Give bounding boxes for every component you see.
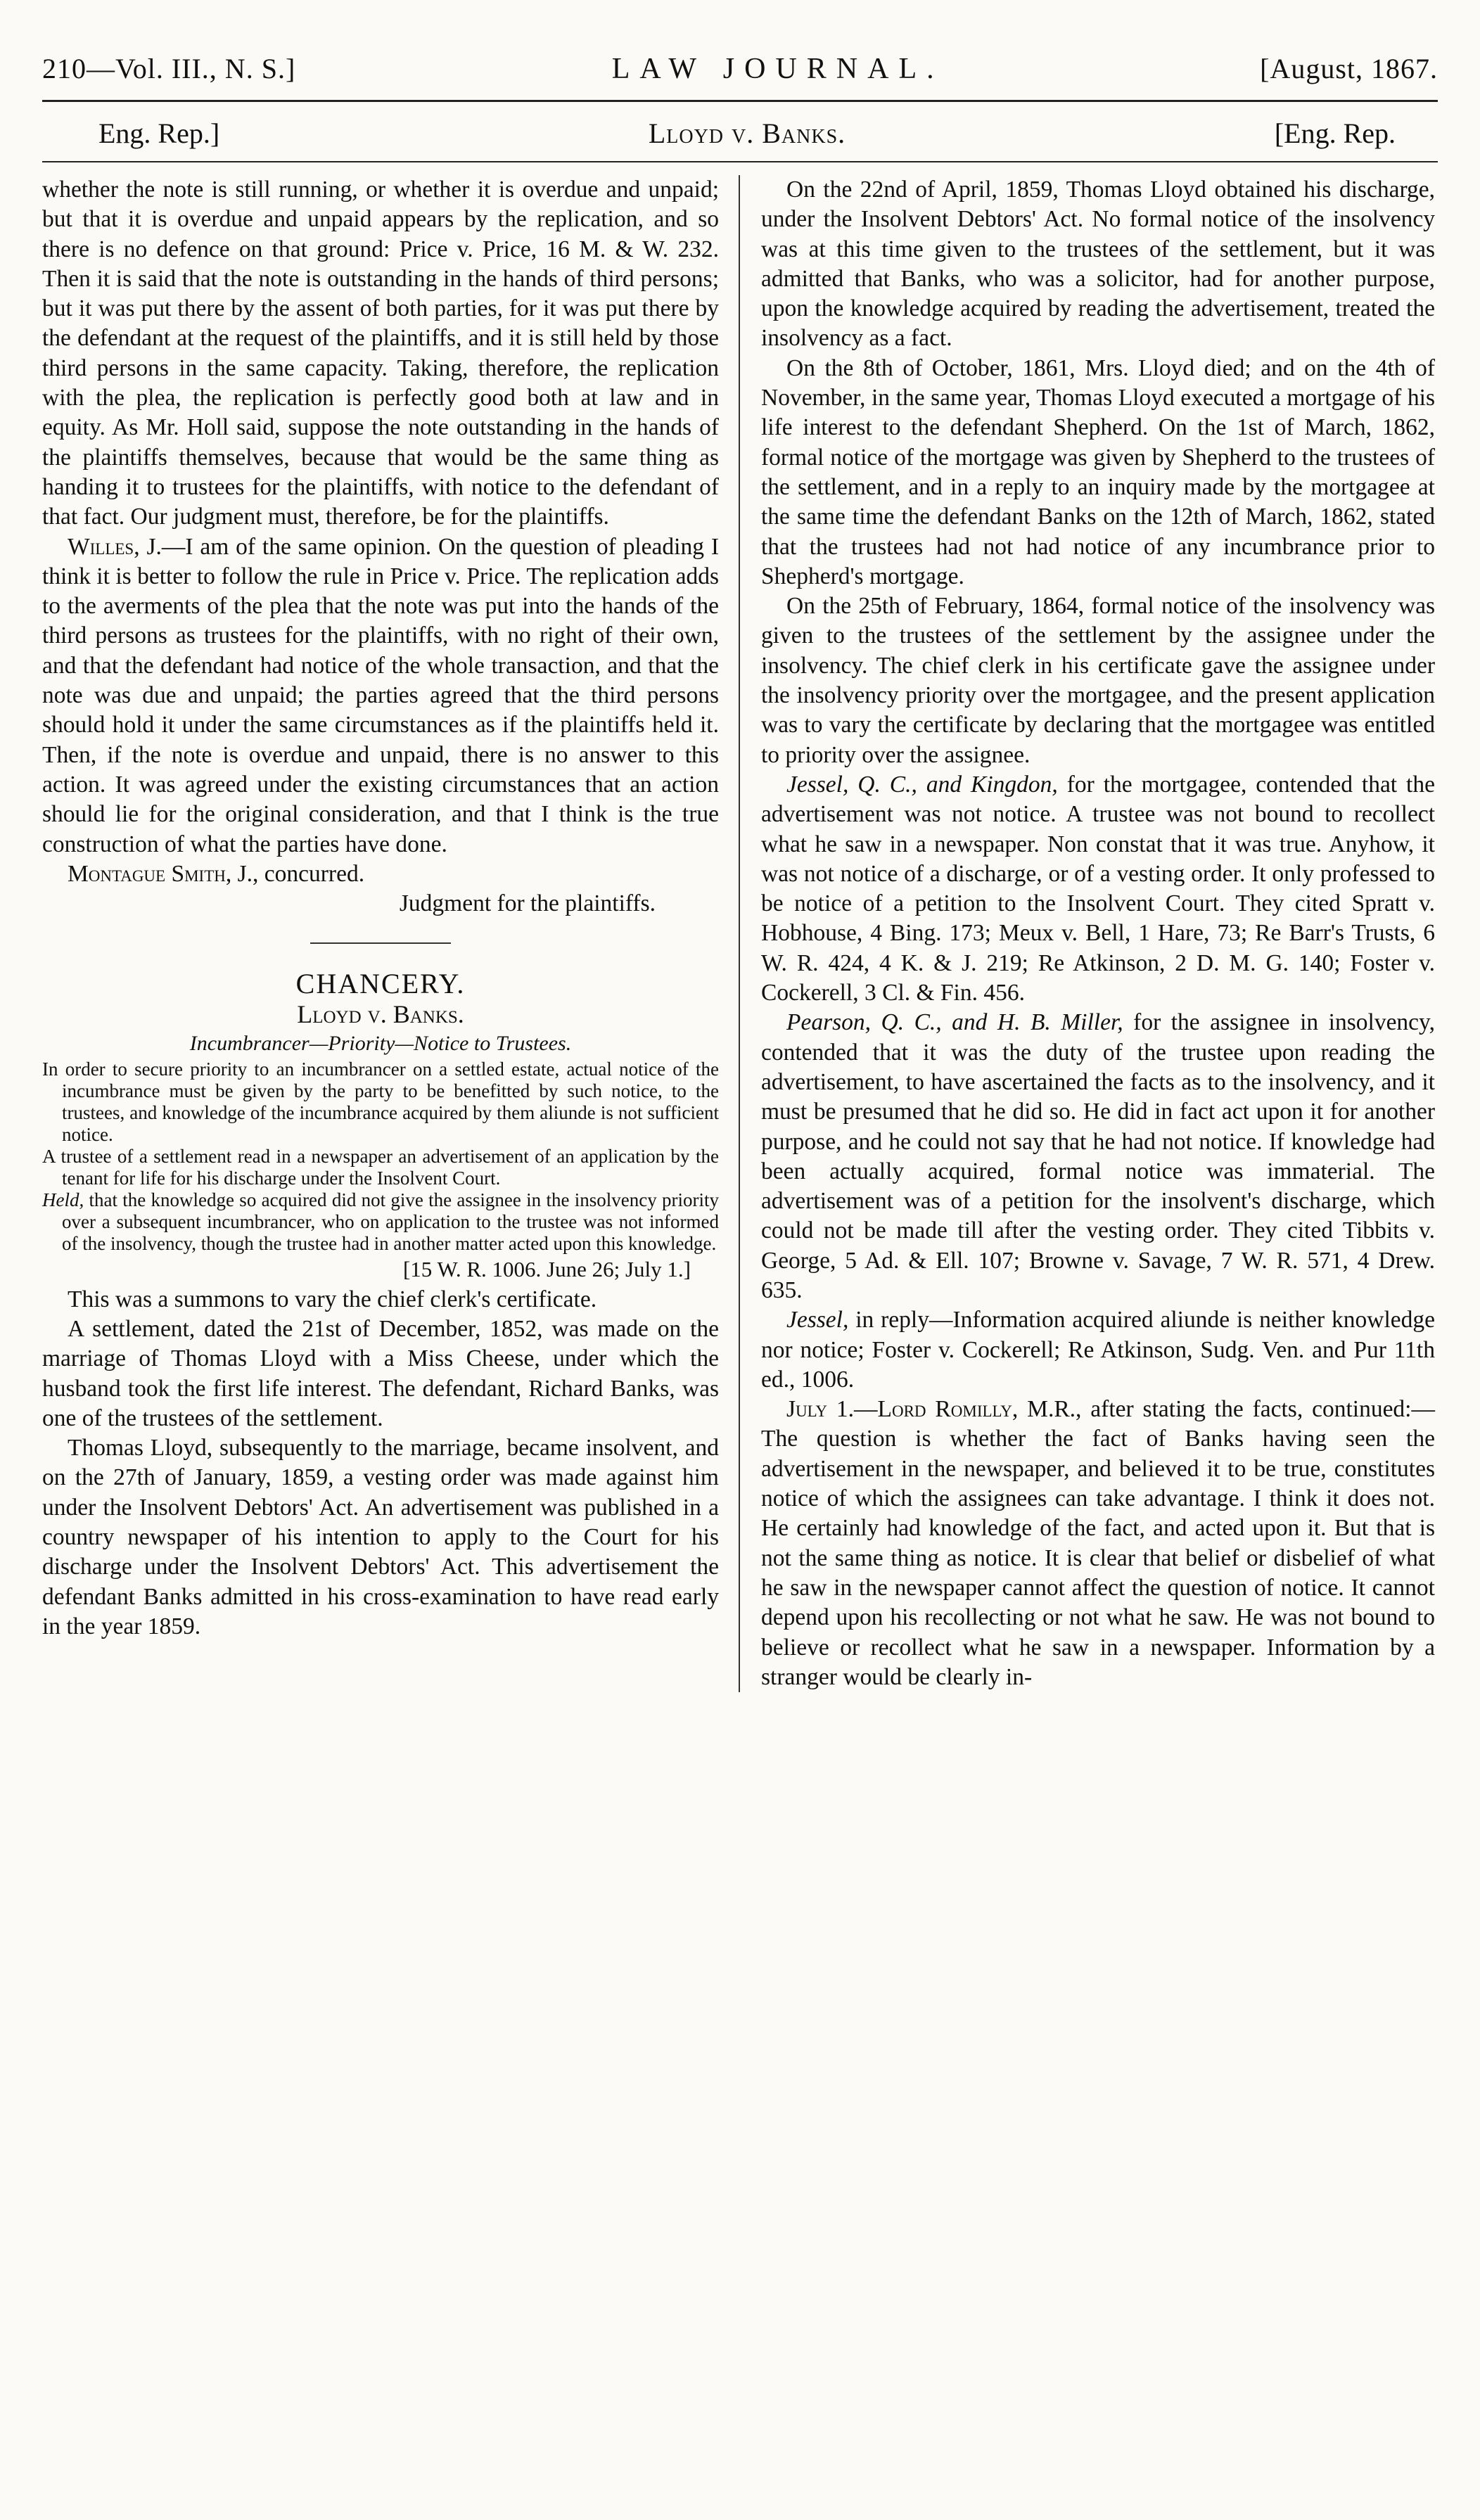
subheader-left: Eng. Rep.] — [98, 117, 220, 149]
case-title: Lloyd v. Banks. — [297, 999, 464, 1028]
header-volume: 210—Vol. III., N. S.] — [42, 53, 296, 84]
paragraph-text: for the assignee in insolvency, contended that it was the duty of the trustee upon reading the advertisement, to have ascertained the facts as to the insolvency, and it must be presumed that he did so. He did in fact act upon it for another purpose, and he could not say that he had not notice. If knowledge had been actually acquired, formal notice was immaterial. The advertisement was of a petition for the insolvent's discharge, which could not be made till after the vesting order. They cited Tibbits v. George, 5 Ad. & Ell. 107; Browne v. Savage, 7 W. R. 571, 4 Drew. 635. — [761, 1009, 1436, 1303]
paragraph-text: for the mortgagee, contended that the advertisement was not notice. A trustee was not bound to recollect what he saw in a newspaper. Non constat that it was true. Anyhow, it was not notice of a discharge, or of a vesting order. It only professed to be notice of a petition to the Insolvent Court. They cited Spratt v. Hobhouse, 4 Bing. 173; Meux v. Bell, 1 Hare, 73; Re Barr's Trusts, 6 W. R. 424, 4 K. & J. 219; Re Atkinson, 2 D. M. G. 140; Foster v. Cockerell, 3 Cl. & Fin. 456. — [761, 771, 1435, 1006]
paragraph — [761, 1395, 1435, 1692]
paragraph: This was a summons to vary the chief clerk's certificate. — [68, 1286, 597, 1312]
right-column — [739, 175, 1435, 1692]
paragraph: Thomas Lloyd, subsequently to the marriage, became insolvent, and on the 27th of January, 1859, a vesting order was made against him under the Insolvent Debtors' Act. An advertisement was published in a country newspaper of his intention to apply to the Court for his discharge under the Insolvent Debtors' Act. This advertisement the defendant Banks admitted in his cross-examination to have read early in the year 1859. — [42, 1435, 719, 1639]
headnote-text: that the knowledge so acquired did not give the assignee in the insolvency priority over a subsequent incumbrancer, who on application to the trustee was not informed of the insolvency, though the trustee had in another matter acted upon this knowledge. — [62, 1189, 719, 1255]
section-divider — [310, 942, 451, 944]
paragraph-text: —I am of the same opinion. On the question of pleading I think it is better to follow the rule in Price v. Price. The replication adds to the averments of the plea that the note was put into the hands of the third persons as trustees for the plaintiffs, with no right of their own, and that the defendant had notice of the whole transaction, and that the note was due and unpaid; the parties agreed that the third persons should hold it under the same circumstances as if the plaintiffs held it. Then, if the note is overdue and unpaid, there is no answer to this action. It was agreed under the existing circumstances that an action should lie for the original consideration, and that I think is the true construction of what the parties have done. — [42, 533, 719, 857]
paragraph-text: in reply—Information acquired aliunde is neither knowledge nor notice; Foster v. Cockerell; Re Atkinson, Sudg. Ven. and Pur 11th ed., 1006. — [761, 1307, 1435, 1393]
headnote: In order to secure priority to an incumbrancer on a settled estate, actual notice of the incumbrance must be given by the party to be benefitted by such notice, to the trustees, and knowledge of the incumbrance acquired by them aliunde is not sufficient notice. — [42, 1058, 719, 1146]
counsel-names: Jessel, Q. C., and Kingdon, — [786, 771, 1058, 798]
headnote: A trustee of a settlement read in a newspaper an advertisement of an application by the tenant for life for his discharge under the Insolvent Court. — [42, 1146, 719, 1189]
paragraph: On the 8th of October, 1861, Mrs. Lloyd died; and on the 4th of November, in the same year, Thomas Lloyd executed a mortgage of his life interest to the defendant Shepherd. On the 1st of March, 1862, formal notice of the mortgage was given by Shepherd to the trustees of the settlement, and in a reply to an inquiry made by the mortgagee at the same time the defendant Banks on the 12th of March, 1862, stated that the trustees had not had notice of any incumbrance prior to Shepherd's mortgage. — [761, 354, 1435, 589]
counsel-names: Pearson, Q. C., and H. B. Miller, — [786, 1009, 1123, 1036]
subheader-case-name: Lloyd v. Banks. — [648, 117, 846, 149]
paragraph — [761, 770, 1435, 1008]
subheader-right: [Eng. Rep. — [1274, 117, 1396, 149]
catchline: Incumbrancer—Priority—Notice to Trustees. — [189, 1032, 572, 1056]
header-date: [August, 1867. — [1260, 53, 1438, 84]
header-journal-title: LAW JOURNAL. — [611, 53, 944, 85]
paragraph — [761, 1008, 1435, 1305]
subheader-rule — [42, 161, 1438, 162]
section-title: CHANCERY. — [295, 968, 466, 1000]
headnote — [42, 1189, 719, 1255]
paragraph-text: , after stating the facts, continued:—The question is whether the fact of Banks having seen the advertisement in the newspaper, and believed it to be true, constitutes notice of which the assignees can take advantage. I think it does not. He certainly had knowledge of the fact, and acted upon it. But that is not the same thing as notice. It is clear that belief or disbelief of what he saw in the newspaper cannot affect the question of notice. It cannot depend upon his recollecting or not what he saw. He was not bound to believe or recollect what he saw in a newspaper. Information by a stranger would be clearly in- — [761, 1396, 1435, 1690]
paragraph: On the 25th of February, 1864, formal notice of the insolvency was given to the trustees of the settlement by the assignee under the insolvency. The chief clerk in his certificate gave the assignee under the insolvency priority over the mortgagee, and the present application was to vary the certificate by declaring that the mortgagee was entitled to priority over the assignee. — [761, 593, 1435, 768]
paragraph: A settlement, dated the 21st of December, 1852, was made on the marriage of Thomas Lloyd with a Miss Cheese, under which the husband took the first life interest. The defendant, Richard Banks, was one of the trustees of the settlement. — [42, 1315, 719, 1431]
paragraph — [42, 532, 719, 859]
paragraph: whether the note is still running, or whether it is overdue and unpaid; but that it is overdue and unpaid appears by the replication, and so there is no defence on that ground: Price v. Price, 16 M. & W. 232. Then it is said that the note is outstanding in the hands of third persons; but it was put there by the assent of both parties, for it was put there by the defendant at the request of the plaintiffs, and it is still held by those third persons in the same capacity. Taking, therefore, the replication with the plea, the replication is perfectly good both at law and in equity. As Mr. Holl said, suppose the note outstanding in the hands of the plaintiffs themselves, because that would be the same thing as handing it to trustees for the plaintiffs, with notice to the defendant of that fact. Our judgment must, therefore, be for the plaintiffs. — [42, 177, 719, 530]
headnote-lead: Held, — [42, 1189, 84, 1211]
case-citation: [15 W. R. 1006. June 26; July 1.] — [402, 1257, 691, 1282]
counsel-names: Jessel, — [786, 1307, 849, 1333]
judgment-line: Judgment for the plaintiffs. — [399, 890, 656, 917]
text-columns — [42, 175, 1438, 1692]
paragraph — [42, 859, 719, 889]
judge-name: Montague Smith, J. — [68, 860, 253, 887]
paragraph — [761, 1305, 1435, 1395]
judgment-lead: July 1.—Lord Romilly, M.R. — [786, 1396, 1076, 1423]
paragraph-text: , concurred. — [253, 860, 365, 887]
judge-name: Willes, J. — [68, 533, 162, 560]
running-header — [42, 49, 1438, 89]
paragraph: On the 22nd of April, 1859, Thomas Lloyd obtained his discharge, under the Insolvent Debtors' Act. No formal notice of the insolvency was at this time given to the trustees of the settlement, but it was admitted that Banks, who was a solicitor, had for another purpose, upon the knowledge acquired by reading the advertisement, treated the insolvency as a fact. — [761, 177, 1435, 352]
case-subheader — [42, 102, 1438, 161]
left-column — [42, 175, 739, 1692]
